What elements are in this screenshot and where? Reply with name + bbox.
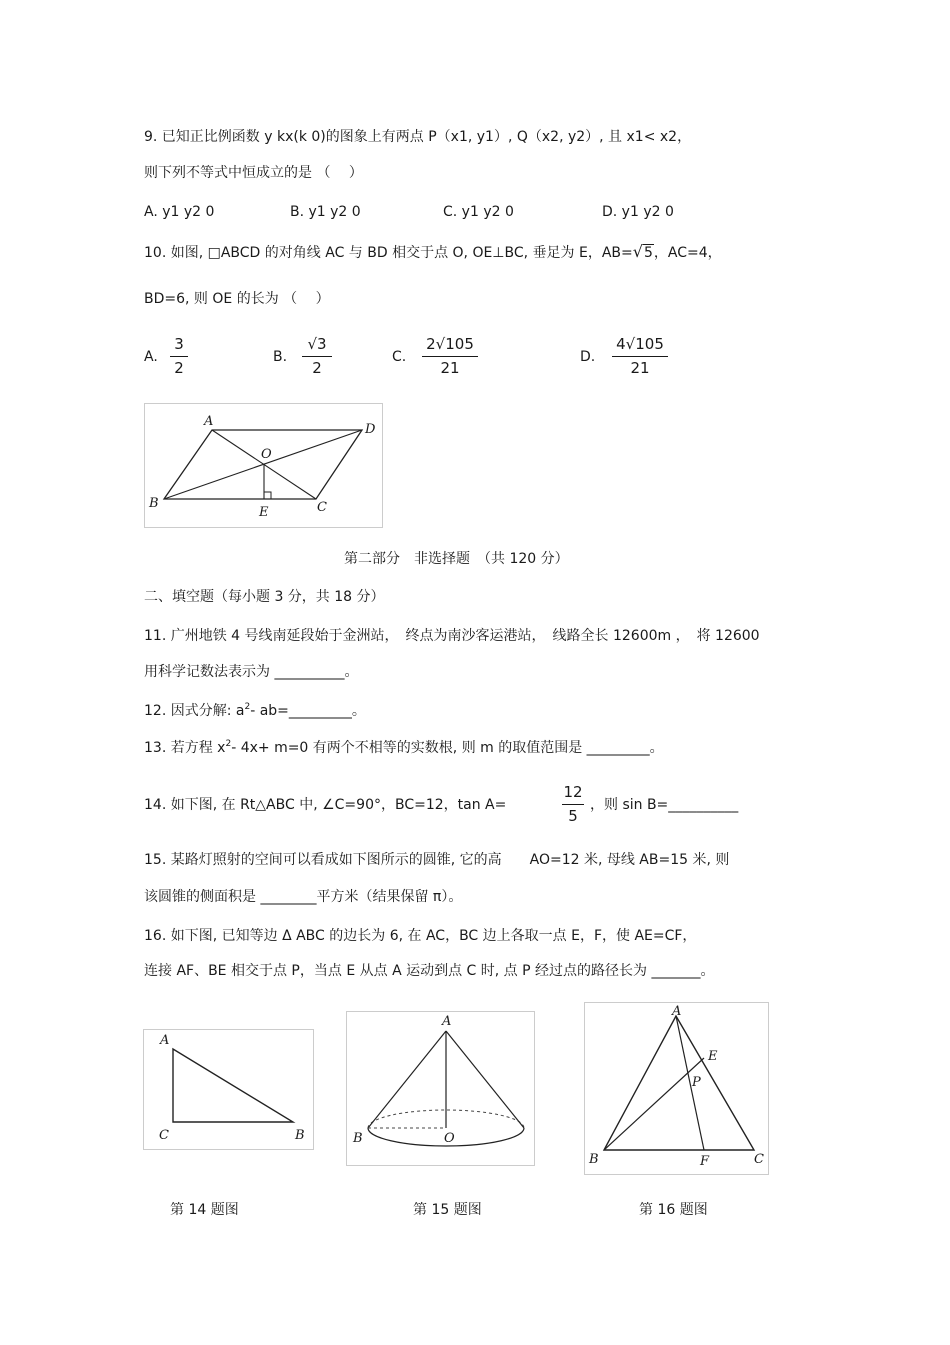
fig16-label-c: C — [754, 1152, 764, 1167]
fig15-label-a: A — [442, 1014, 452, 1029]
q10-option-a-label: A. — [144, 349, 158, 365]
fig15-slant-right — [446, 1031, 524, 1128]
q10-figure — [144, 403, 384, 529]
diagonal-bd — [164, 430, 362, 499]
fig15 — [346, 1011, 536, 1167]
label-b: B — [149, 496, 159, 511]
q9-line2: 则下列不等式中恒成立的是 （ ） — [144, 165, 363, 181]
q10-option-b-label: B. — [273, 349, 288, 365]
q10-option-d-num: 4√105 — [616, 335, 664, 353]
q13-post: - 4x+ m=0 有两个不相等的实数根, 则 m 的取值范围是 _________。 — [231, 740, 664, 756]
label-o: O — [261, 447, 272, 462]
q9-option-d: D. y1 y2 0 — [602, 204, 674, 220]
q10-option-d-label: D. — [580, 349, 596, 365]
q10-option-b-fraction — [302, 337, 332, 376]
right-angle-mark — [264, 492, 271, 499]
q11-line1: 11. 广州地铁 4 号线南延段始于金洲站， 终点为南沙客运港站， 线路全长 12600m ， 将 12600 — [144, 628, 760, 644]
q15-line1: 15. 某路灯照射的空间可以看成如下图所示的圆锥, 它的高 AO=12 米, 母线 AB=15 米, 则 — [144, 852, 730, 868]
q10-line1: 10. 如图, □ABCD 的对角线 AC 与 BD 相交于点 O, OE⊥BC, 垂足为 E，AB=√5，AC=4， — [144, 242, 722, 261]
q15-line2: 该圆锥的侧面积是 ________平方米（结果保留 π）。 — [144, 889, 463, 905]
fig16 — [584, 1002, 770, 1176]
q10-option-a-num: 3 — [174, 335, 184, 353]
q10-option-b-num: √3 — [307, 335, 327, 353]
q10-option-d-fraction — [612, 337, 668, 376]
section-heading: 二、填空题（每小题 3 分，共 18 分） — [144, 589, 385, 605]
q10-line1-tail: ，AC=4， — [653, 245, 722, 261]
label-d: D — [365, 422, 376, 437]
q10-option-a-den: 2 — [174, 359, 184, 377]
q9-option-a: A. y1 y2 0 — [144, 204, 215, 220]
fig14-label-b: B — [295, 1128, 305, 1143]
fig15-label-b: B — [353, 1131, 363, 1146]
q10-line2: BD=6, 则 OE 的长为 （ ） — [144, 291, 330, 307]
q12-pre: 12. 因式分解: a — [144, 703, 245, 719]
fig15-label-o: O — [444, 1131, 455, 1146]
fig16-label-p: P — [692, 1075, 701, 1090]
fig16-label-f: F — [700, 1154, 710, 1169]
fig15-caption: 第 15 题图 — [413, 1202, 482, 1218]
fig14 — [143, 1029, 315, 1151]
q16-line2: 连接 AF、BE 相交于点 P，当点 E 从点 A 运动到点 C 时, 点 P 经过点的路径长为 _______。 — [144, 963, 715, 979]
q12-sup: 2 — [244, 702, 251, 712]
q10-option-c-den: 21 — [440, 359, 460, 377]
q10-option-c-num: 2√105 — [426, 335, 474, 353]
q9-option-c: C. y1 y2 0 — [443, 204, 514, 220]
fig14-triangle — [173, 1049, 293, 1122]
q11-line2: 用科学记数法表示为 __________。 — [144, 664, 359, 680]
fig15-slant-left — [368, 1031, 446, 1128]
label-a: A — [204, 414, 214, 429]
fig16-caption: 第 16 题图 — [639, 1202, 708, 1218]
q10-option-d-den: 21 — [630, 359, 650, 377]
q10-option-a-fraction — [170, 337, 188, 376]
q16-line1: 16. 如下图, 已知等边 Δ ABC 的边长为 6, 在 AC，BC 边上各取一点 E，F，使 AE=CF， — [144, 928, 697, 944]
q14-pre: 14. 如下图, 在 Rt△ABC 中, ∠C=90°，BC=12，tan A= — [144, 797, 507, 813]
q14-fraction — [562, 785, 584, 824]
q13-sup: 2 — [225, 739, 232, 749]
q9-option-b: B. y1 y2 0 — [290, 204, 361, 220]
q14-post: ，则 sin B=__________ — [590, 797, 739, 813]
fig14-label-a: A — [160, 1033, 170, 1048]
q14-num: 12 — [563, 783, 583, 801]
fig16-label-e: E — [708, 1049, 718, 1064]
fig16-label-b: B — [589, 1152, 599, 1167]
q12-post: - ab=_________。 — [250, 703, 366, 719]
q10-option-c-fraction — [422, 337, 478, 376]
q10-option-b-den: 2 — [312, 359, 322, 377]
q13-line — [144, 741, 664, 755]
q13-pre: 13. 若方程 x — [144, 740, 226, 756]
q14-den: 5 — [568, 807, 578, 825]
part2-heading: 第二部分 非选择题 （共 120 分） — [344, 551, 569, 567]
label-c: C — [317, 500, 327, 515]
label-e: E — [259, 505, 269, 520]
q9-line1: 9. 已知正比例函数 y kx(k 0)的图象上有两点 P（x1, y1）, Q（x2, y2）, 且 x1< x2， — [144, 129, 692, 145]
fig16-label-a: A — [672, 1004, 682, 1019]
fig14-label-c: C — [159, 1128, 169, 1143]
fig16-segment-be — [604, 1058, 704, 1150]
q10-sqrt-value: 5 — [643, 245, 653, 261]
q10-option-c-label: C. — [392, 349, 407, 365]
q12-line — [144, 704, 366, 718]
fig14-caption: 第 14 题图 — [170, 1202, 239, 1218]
q10-line1-text: 10. 如图, □ABCD 的对角线 AC 与 BD 相交于点 O, OE⊥BC, 垂足为 E，AB= — [144, 245, 633, 261]
